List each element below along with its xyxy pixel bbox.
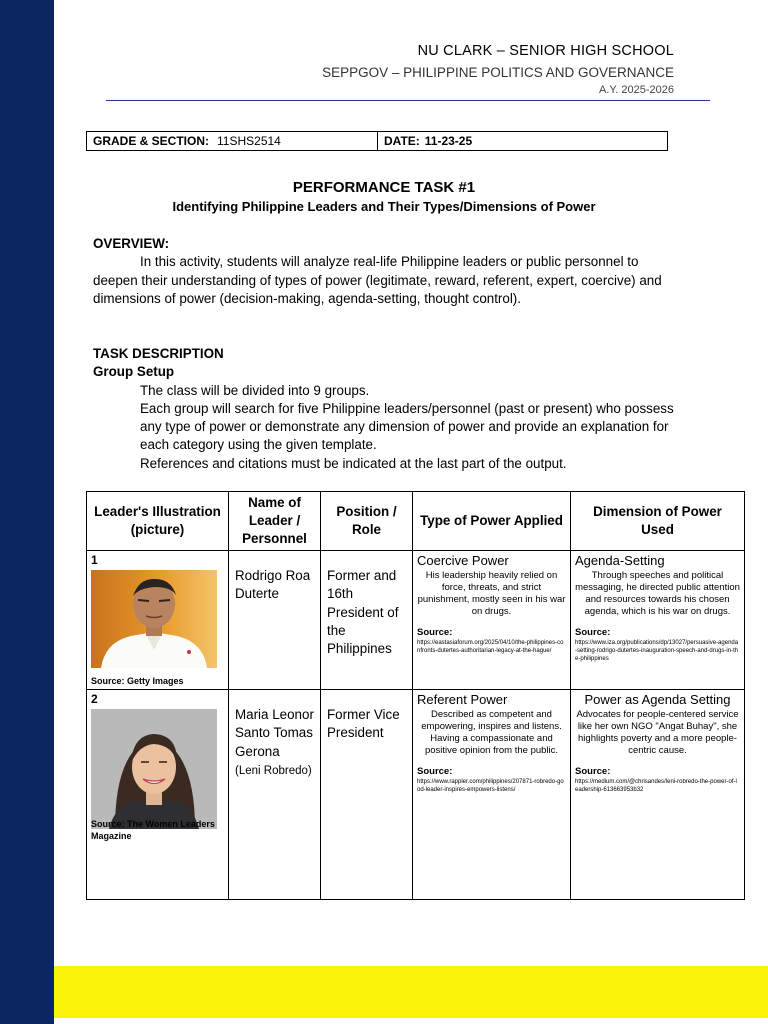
photo-source: Source: The Women Leaders Magazine	[91, 819, 215, 841]
power-source-url: https://www.rappler.com/philippines/207871-robredo-good-leader-inspires-empowers-listens/	[417, 779, 564, 793]
col-header-power-type: Type of Power Applied	[413, 492, 571, 551]
table-header-row	[87, 492, 745, 551]
overview-text: In this activity, students will analyze real-life Philippine leaders or public personnel to deepen their understanding of types of power (legitimate, reward, referent, expert, coercive) and dimensions of power (decision-making, agenda-setting, thought control).	[93, 254, 662, 306]
left-sidebar-band	[0, 0, 54, 1024]
col-header-name: Name of Leader / Personnel	[229, 492, 321, 551]
task-subtitle: Identifying Philippine Leaders and Their Types/Dimensions of Power	[172, 199, 596, 214]
power-dimension-title: Power as Agenda Setting	[584, 692, 731, 707]
dimension-source-url: https://www.iza.org/publications/dp/13027/persuasive-agenda-setting-rodrigo-dutertes-inauguration-speech-and-drugs-in-the-philippines	[575, 640, 739, 662]
power-type-description: His leadership heavily relied on force, threats, and strict punishment, mostly seen in his war on drugs.	[417, 570, 566, 617]
grade-section-label: GRADE & SECTION:	[93, 134, 210, 148]
grade-section-cell	[87, 132, 378, 150]
power-dimension-description: Advocates for people-centered service like her own NGO "Angat Buhay", she highlights poverty and a more people-centric cause.	[576, 709, 739, 756]
power-dimension-description: Through speeches and political messaging, he directed public attention and resources towards his chosen agenda, which is his war on drugs.	[575, 570, 740, 617]
group-setup-heading: Group Setup	[93, 364, 175, 380]
power-type-cell	[413, 551, 571, 690]
col-header-illustration: Leader's Illustration (picture)	[87, 492, 229, 551]
leader-photo-duterte	[91, 570, 217, 668]
illustration-cell	[87, 551, 229, 690]
power-type-title: Coercive Power	[417, 553, 509, 568]
col-header-position: Position / Role	[321, 492, 413, 551]
overview-section	[93, 235, 683, 308]
grade-date-box	[86, 131, 668, 151]
group-setup-lines	[93, 382, 683, 473]
power-dimension-cell	[571, 551, 745, 690]
leader-name: Rodrigo Roa Duterte	[235, 568, 311, 602]
power-dimension-title: Agenda-Setting	[575, 553, 665, 568]
table-row	[87, 690, 745, 900]
power-type-cell	[413, 690, 571, 900]
dimension-source-label: Source:	[575, 627, 611, 638]
task-description-section	[93, 345, 683, 473]
group-setup-line: References and citations must be indicated at the last part of the output.	[140, 455, 567, 471]
academic-year: A.Y. 2025-2026	[598, 84, 674, 96]
dimension-source-url: https://medium.com/@chrisandes/leni-robredo-the-power-of-leadership-613663953b32	[575, 779, 737, 793]
task-description-heading: TASK DESCRIPTION	[93, 346, 224, 361]
date-value: 11-23-25	[424, 134, 473, 148]
name-cell	[229, 690, 321, 900]
leader-position: Former Vice President	[327, 707, 400, 741]
illustration-cell	[87, 690, 229, 900]
task-title: PERFORMANCE TASK #1	[292, 179, 476, 196]
leaders-table	[86, 491, 745, 900]
leader-name-extra: (Leni Robredo)	[235, 764, 312, 777]
power-type-description: Described as competent and empowering, inspires and listens. Having a compassionate and positive opinion from the public.	[421, 709, 562, 756]
leader-position: Former and 16th President of the Philippines	[327, 568, 399, 657]
name-cell	[229, 551, 321, 690]
header-divider	[106, 100, 710, 101]
position-cell	[321, 690, 413, 900]
overview-heading: OVERVIEW:	[93, 236, 170, 251]
position-cell	[321, 551, 413, 690]
power-source-label: Source:	[417, 627, 453, 638]
footer-yellow-band	[54, 966, 768, 1018]
photo-source: Source: Getty Images	[91, 676, 184, 686]
table-row	[87, 551, 745, 690]
power-source-label: Source:	[417, 766, 453, 777]
row-number: 1	[91, 553, 98, 567]
group-setup-line: Each group will search for five Philippine leaders/personnel (past or present) who possess any type of power or demonstrate any dimension of power and provide an explanation for each category using the given template.	[140, 400, 674, 453]
dimension-source-label: Source:	[575, 766, 611, 777]
power-type-title: Referent Power	[417, 692, 508, 707]
date-label: DATE:	[384, 134, 420, 148]
group-setup-line: The class will be divided into 9 groups.	[140, 382, 370, 398]
school-name: NU CLARK – SENIOR HIGH SCHOOL	[417, 43, 674, 59]
leader-photo-robredo	[91, 709, 217, 829]
power-dimension-cell	[571, 690, 745, 900]
date-cell	[378, 132, 472, 150]
power-source-url: https://eastasiaforum.org/2025/04/10/the-philippines-confronts-dutertes-authoritarian-legacy-at-the-hague/	[417, 640, 564, 654]
course-name: SEPPGOV – PHILIPPINE POLITICS AND GOVERNANCE	[322, 65, 674, 80]
grade-section-value: 11SHS2514	[217, 134, 281, 148]
col-header-power-dimension: Dimension of Power Used	[571, 492, 745, 551]
leader-name: Maria Leonor Santo Tomas Gerona	[235, 707, 314, 759]
row-number: 2	[91, 692, 98, 706]
